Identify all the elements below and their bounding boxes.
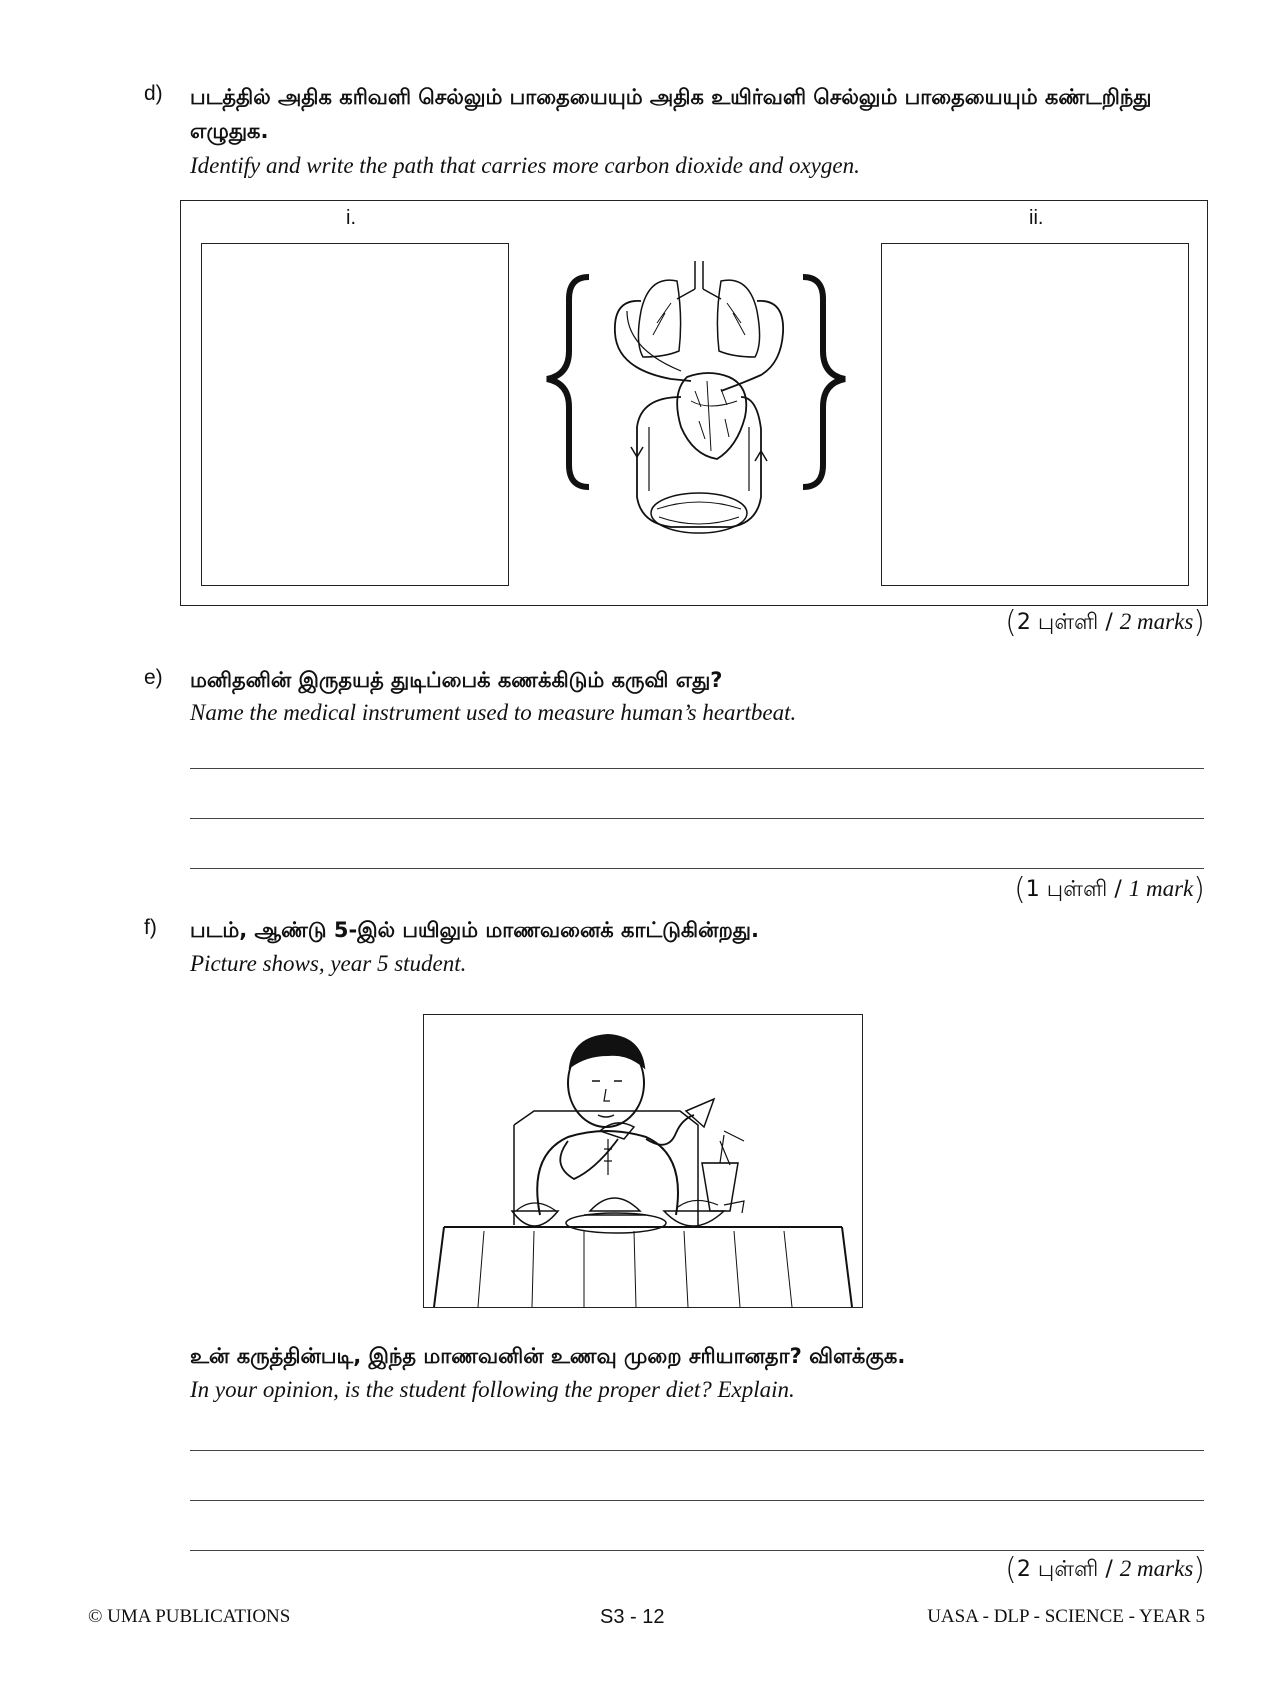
question-f-marks-tamil: 2 புள்ளி — [1016, 1557, 1099, 1582]
student-eating-picture — [423, 1014, 863, 1308]
question-e-letter: e) — [144, 666, 163, 689]
question-e-answer-line-1[interactable] — [190, 768, 1204, 769]
question-d-marks: (2 புள்ளி / 2 marks) — [1005, 605, 1205, 640]
footer-page-number: S3 - 12 — [600, 1606, 665, 1628]
question-d-tamil-line1: படத்தில் அதிக கரிவளி செல்லும் பாதையையும் அதிக உயிர்வளி செல்லும் பாதையையும் கண்டறிந்து — [190, 85, 1152, 109]
diagram-frame — [180, 200, 1208, 606]
question-f-tamil: படம், ஆண்டு 5-இல் பயிலும் மாணவனைக் காட்டுகின்றது. — [190, 918, 759, 942]
question-e-marks-tamil: 1 புள்ளி — [1025, 877, 1108, 902]
question-f-english-question: In your opinion, is the student following the proper diet? Explain. — [190, 1377, 795, 1402]
question-e-tamil: மனிதனின் இருதயத் துடிப்பைக் கணக்கிடும் கருவி எது? — [190, 668, 723, 692]
question-f-english: Picture shows, year 5 student. — [190, 951, 467, 976]
question-f-letter: f) — [144, 916, 157, 939]
question-d-marks-tamil: 2 புள்ளி — [1016, 610, 1099, 635]
question-f-tamil-question: உன் கருத்தின்படி, இந்த மாணவனின் உணவு முறை சரியானதா? விளக்குக. — [190, 1344, 906, 1368]
answer-box-2[interactable] — [881, 243, 1189, 586]
answer-box-2-label: ii. — [1029, 207, 1044, 229]
question-d-tamil-line2: எழுதுக. — [190, 119, 269, 143]
question-d-english: Identify and write the path that carries more carbon dioxide and oxygen. — [190, 153, 860, 178]
question-e-marks: (1 புள்ளி / 1 mark) — [1014, 872, 1205, 907]
question-e-marks-english: 1 mark — [1128, 876, 1194, 901]
question-e-answer-line-2[interactable] — [190, 818, 1204, 819]
question-d-letter: d) — [144, 82, 163, 105]
question-f-answer-line-2[interactable] — [190, 1500, 1204, 1501]
question-f-marks: (2 புள்ளி / 2 marks) — [1005, 1552, 1205, 1587]
question-f-marks-english: 2 marks — [1119, 1556, 1194, 1581]
footer-exam-title: UASA - DLP - SCIENCE - YEAR 5 — [927, 1606, 1205, 1627]
question-e-english: Name the medical instrument used to measure human’s heartbeat. — [190, 700, 797, 725]
answer-box-1-label: i. — [346, 207, 356, 229]
footer-publisher: © UMA PUBLICATIONS — [88, 1606, 291, 1627]
question-f-answer-line-3[interactable] — [190, 1550, 1204, 1551]
question-e-answer-line-3[interactable] — [190, 868, 1204, 869]
question-f-answer-line-1[interactable] — [190, 1450, 1204, 1451]
answer-box-1[interactable] — [201, 243, 509, 586]
student-eating-illustration — [424, 1015, 862, 1307]
circulatory-system-diagram — [531, 251, 861, 551]
question-d-marks-english: 2 marks — [1119, 609, 1194, 634]
